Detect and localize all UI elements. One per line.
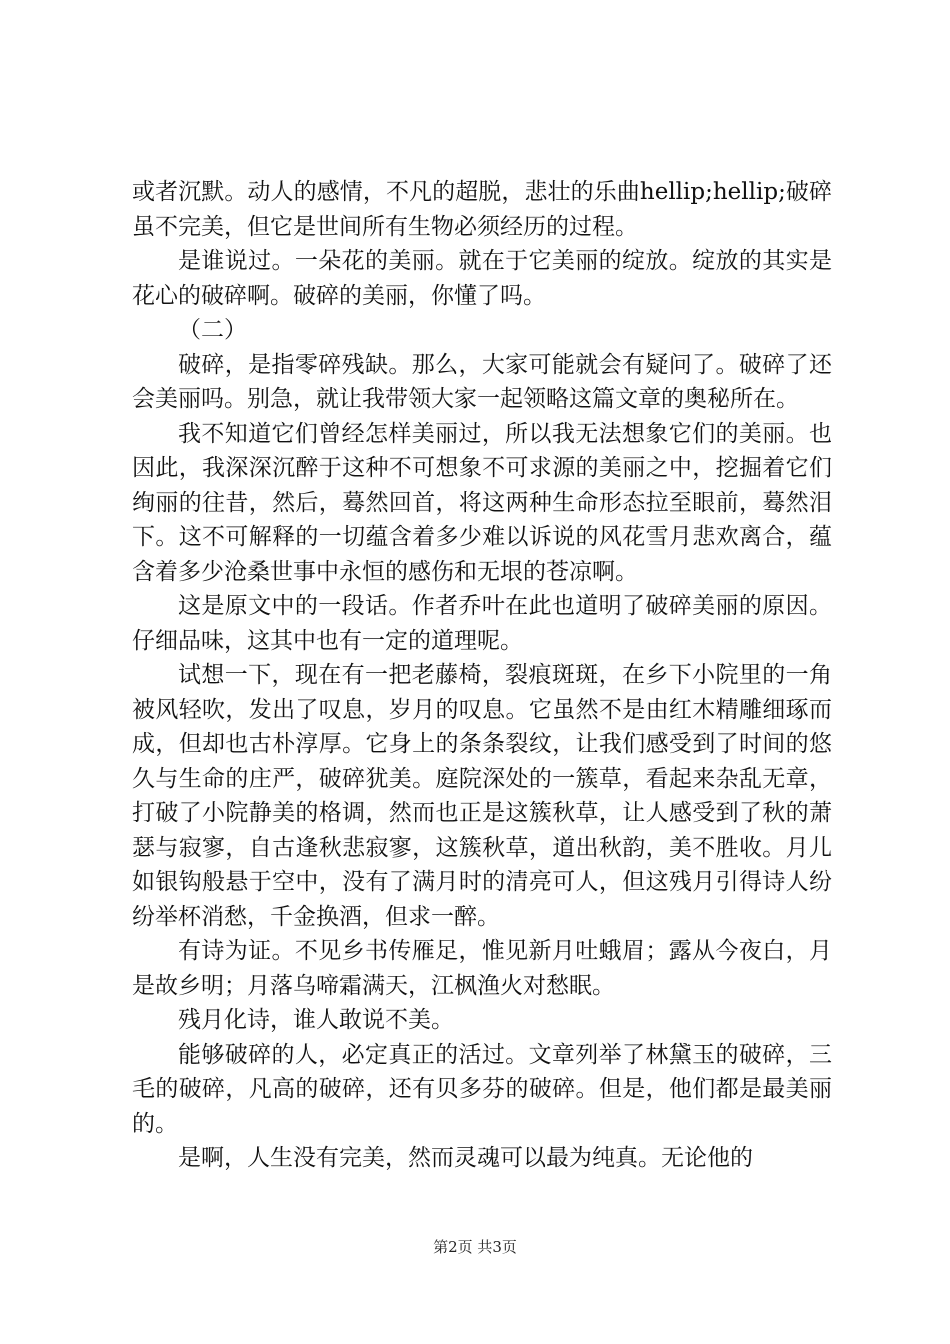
paragraph: 试想一下，现在有一把老藤椅，裂痕斑斑，在乡下小院里的一角被风轻吹，发出了叹息，岁月的叹息。它虽然不是由红木精雕细琢而成，但却也古朴淳厚。它身上的条条裂纹，让我们感受到了时间的悠久与生命的庄严，破碎犹美。庭院深处的一簇草，看起来杂乱无章，打破了小院静美的格调，然而也正是这簇秋草，让人感受到了秋的萧瑟与寂寥，自古逢秋悲寂寥，这簇秋草，道出秋韵，美不胜收。月儿如银钩般悬于空中，没有了满月时的清亮可人，但这残月引得诗人纷纷举杯消愁，千金换酒，但求一醉。 [132,662,832,930]
document-body [132,175,832,1176]
paragraph: 是啊，人生没有完美，然而灵魂可以最为纯真。无论他的 [178,1145,753,1171]
paragraph: 能够破碎的人，必定真正的活过。文章列举了林黛玉的破碎，三毛的破碎，凡高的破碎，还有贝多芬的破碎。但是，他们都是最美丽的。 [132,1041,832,1137]
page-number-footer: 第2页 共3页 [433,1238,517,1256]
paragraph: 破碎，是指零碎残缺。那么，大家可能就会有疑问了。破碎了还会美丽吗。别急，就让我带领大家一起领略这篇文章的奥秘所在。 [132,351,832,412]
paragraph: 是谁说过。一朵花的美丽。就在于它美丽的绽放。绽放的其实是花心的破碎啊。破碎的美丽，你懂了吗。 [132,248,832,309]
paragraph-continued: 或者沉默。动人的感情，不凡的超脱，悲壮的乐曲hellip;hellip;破碎虽不完美，但它是世间所有生物必须经历的过程。 [132,179,832,240]
paragraph: 我不知道它们曾经怎样美丽过，所以我无法想象它们的美丽。也因此，我深深沉醉于这种不可想象不可求源的美丽之中，挖掘着它们绚丽的往昔，然后，蓦然回首，将这两种生命形态拉至眼前，蓦然泪下。这不可解释的一切蕴含着多少难以诉说的风花雪月悲欢离合，蕴含着多少沧桑世事中永恒的感伤和无垠的苍凉啊。 [132,420,832,585]
section-heading: （二） [178,317,247,343]
paragraph: 残月化诗，谁人敢说不美。 [178,1007,454,1033]
paragraph: 这是原文中的一段话。作者乔叶在此也道明了破碎美丽的原因。仔细品味，这其中也有一定的道理呢。 [132,593,832,654]
paragraph: 有诗为证。不见乡书传雁足，惟见新月吐蛾眉；露从今夜白，月是故乡明；月落乌啼霜满天，江枫渔火对愁眠。 [132,938,832,999]
